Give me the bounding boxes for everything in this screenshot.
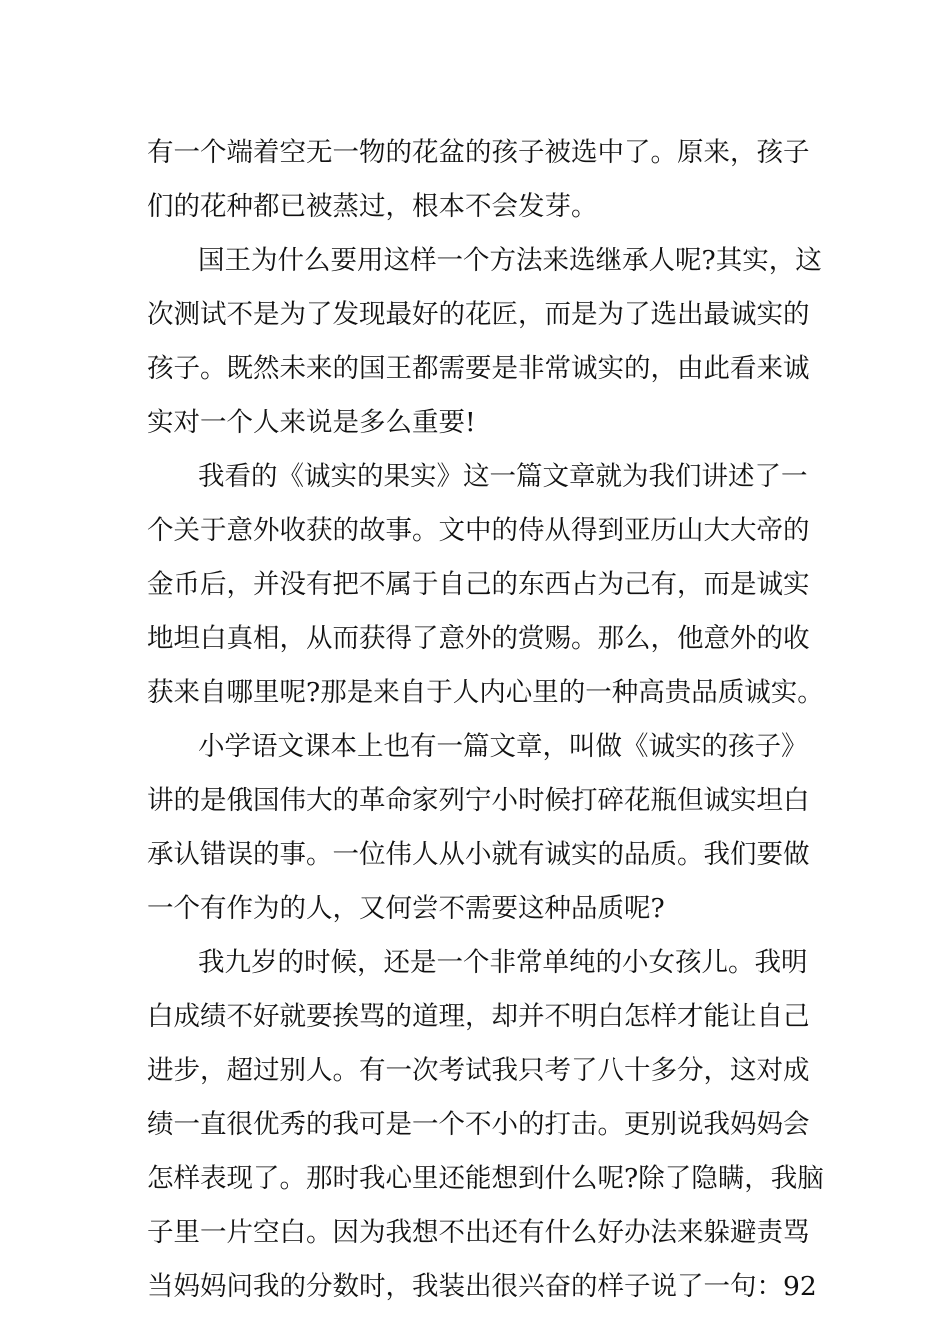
text-line: 们的花种都已被蒸过，根本不会发芽。 — [147, 191, 598, 222]
paragraph-start-line: 小学语文课本上也有一篇文章，叫做《诚实的孩子》 — [198, 731, 808, 762]
text-line: 个关于意外收获的故事。文中的侍从得到亚历山大大帝的 — [147, 515, 810, 546]
text-line: 一个有作为的人，又何尝不需要这种品质呢? — [147, 893, 665, 924]
text-line: 地坦白真相，从而获得了意外的赏赐。那么，他意外的收 — [147, 623, 810, 654]
paragraph-start-line: 国王为什么要用这样一个方法来选继承人呢?其实，这 — [198, 245, 822, 276]
text-line: 当妈妈问我的分数时，我装出很兴奋的样子说了一句：92 — [147, 1271, 817, 1302]
text-line: 孩子。既然未来的国王都需要是非常诚实的，由此看来诚 — [147, 353, 810, 384]
text-line: 金币后，并没有把不属于自己的东西占为己有，而是诚实 — [147, 569, 810, 600]
text-line: 讲的是俄国伟大的革命家列宁小时候打碎花瓶但诚实坦白 — [147, 785, 810, 816]
text-line: 有一个端着空无一物的花盆的孩子被选中了。原来，孩子 — [147, 137, 810, 168]
text-line: 获来自哪里呢?那是来自于人内心里的一种高贵品质诚实。 — [147, 677, 824, 708]
paragraph-start-line: 我看的《诚实的果实》这一篇文章就为我们讲述了一 — [198, 461, 808, 492]
text-line: 进步，超过别人。有一次考试我只考了八十多分，这对成 — [147, 1055, 810, 1086]
body-text — [147, 126, 824, 1314]
text-line: 次测试不是为了发现最好的花匠，而是为了选出最诚实的 — [147, 299, 810, 330]
paragraph-start-line: 我九岁的时候，还是一个非常单纯的小女孩儿。我明 — [198, 947, 808, 978]
text-line: 承认错误的事。一位伟人从小就有诚实的品质。我们要做 — [147, 839, 810, 870]
text-line: 实对一个人来说是多么重要! — [147, 407, 476, 438]
text-line: 怎样表现了。那时我心里还能想到什么呢?除了隐瞒，我脑 — [147, 1163, 824, 1194]
text-line: 绩一直很优秀的我可是一个不小的打击。更别说我妈妈会 — [147, 1109, 810, 1140]
text-line: 子里一片空白。因为我想不出还有什么好办法来躲避责骂 — [147, 1217, 810, 1248]
text-line: 白成绩不好就要挨骂的道理，却并不明白怎样才能让自己 — [147, 1001, 810, 1032]
